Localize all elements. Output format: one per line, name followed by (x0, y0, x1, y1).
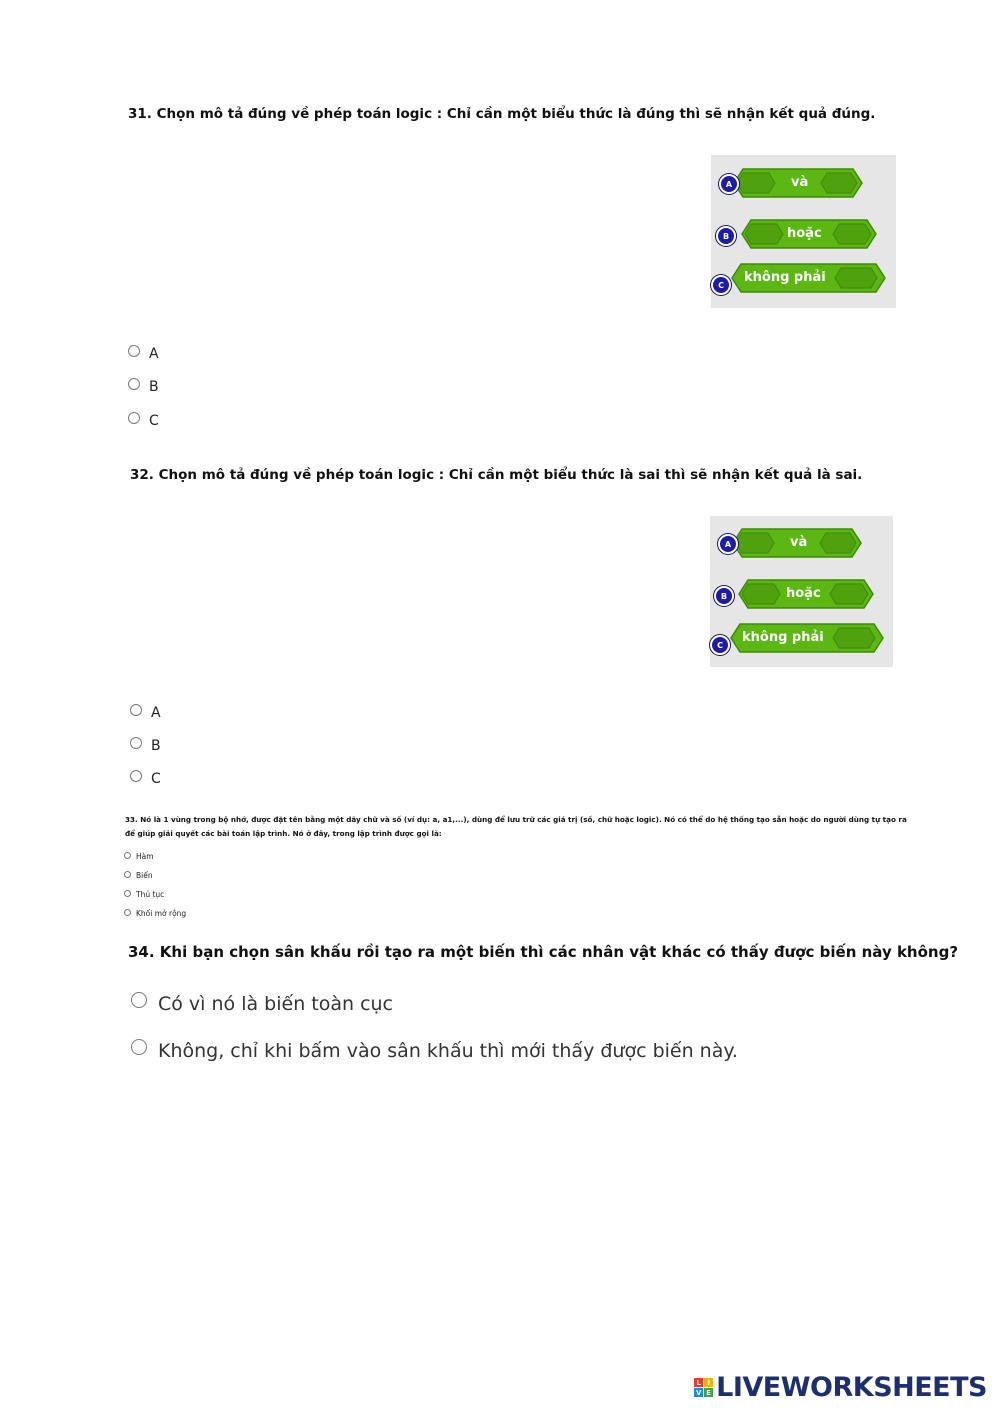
not-block-label: không phải (742, 630, 824, 645)
radio-icon[interactable] (128, 345, 140, 357)
badge-b-icon: B (714, 586, 734, 606)
q33-option-3[interactable] (124, 890, 164, 899)
radio-icon[interactable] (130, 704, 142, 716)
logo-tile: L (694, 1378, 703, 1387)
badge-a-icon: A (718, 534, 738, 554)
q34-option-1[interactable] (131, 993, 393, 1015)
option-label: Khối mở rộng (136, 909, 187, 918)
q32-option-c[interactable] (130, 771, 161, 787)
not-block-label: không phải (744, 270, 826, 285)
question-31-title: 31. Chọn mô tả đúng về phép toán logic : Chỉ cần một biểu thức là đúng thì sẽ nhận kết quả đúng. (128, 106, 876, 122)
option-label: B (151, 738, 161, 754)
radio-icon[interactable] (128, 378, 140, 390)
q31-option-c[interactable] (128, 413, 159, 429)
or-block-label: hoặc (786, 586, 821, 601)
q33-option-2[interactable] (124, 871, 153, 880)
question-31-image (711, 155, 896, 308)
badge-c-icon: C (711, 275, 731, 295)
question-33-title: 33. Nó là 1 vùng trong bộ nhớ, được đặt tên bằng một dãy chữ và số (ví dụ: a, a1,...), dùng để lưu trữ các giá trị (số, chữ hoặc logic). Nó có thể do hệ thống tạo sẵn hoặc do người dùng tự tạo ra để giúp giải quyết các bài toán lập trình. Nó ở đây, trong lập trình được gọi là: (125, 815, 907, 838)
option-label: B (149, 379, 159, 395)
radio-icon[interactable] (128, 412, 140, 424)
logo-tile: I (704, 1378, 713, 1387)
badge-b-icon: B (716, 226, 736, 246)
q31-option-b[interactable] (128, 379, 159, 395)
logo-tile: V (695, 1388, 702, 1397)
option-label: Thủ tục (136, 890, 165, 899)
option-label: A (149, 346, 159, 362)
radio-icon[interactable] (124, 852, 131, 859)
option-label: A (151, 705, 161, 721)
radio-icon[interactable] (124, 909, 131, 916)
radio-icon[interactable] (130, 770, 142, 782)
logo-tile: E (704, 1388, 713, 1397)
badge-a-icon: A (719, 174, 739, 194)
radio-icon[interactable] (124, 871, 131, 878)
liveworksheets-logo (694, 1372, 987, 1403)
and-block-label: và (791, 175, 809, 190)
badge-c-icon: C (710, 635, 730, 655)
q31-option-a[interactable] (128, 346, 159, 362)
question-32-title: 32. Chọn mô tả đúng về phép toán logic : Chỉ cần một biểu thức là sai thì sẽ nhận kết quả là sai. (130, 467, 863, 483)
logo-icon (694, 1378, 713, 1397)
option-label: C (149, 413, 159, 429)
or-block-label: hoặc (787, 226, 822, 241)
and-block-label: và (790, 535, 808, 550)
q34-option-2[interactable] (131, 1040, 738, 1062)
radio-icon[interactable] (124, 890, 131, 897)
option-label: Biến (136, 871, 153, 880)
radio-icon[interactable] (131, 1039, 147, 1055)
radio-icon[interactable] (131, 992, 147, 1008)
q32-option-a[interactable] (130, 705, 161, 721)
radio-icon[interactable] (130, 737, 142, 749)
question-34-title: 34. Khi bạn chọn sân khấu rồi tạo ra một biến thì các nhân vật khác có thấy được biến này không? (128, 943, 959, 961)
option-label: Hàm (136, 852, 154, 861)
q33-option-4[interactable] (124, 909, 186, 918)
question-32-image (710, 516, 893, 667)
option-label: Có vì nó là biến toàn cục (158, 993, 394, 1015)
q33-option-1[interactable] (124, 852, 154, 861)
logo-text: LIVEWORKSHEETS (716, 1372, 987, 1403)
option-label: C (151, 771, 161, 787)
q32-option-b[interactable] (130, 738, 161, 754)
option-label: Không, chỉ khi bấm vào sân khấu thì mới thấy được biến này. (158, 1040, 738, 1062)
